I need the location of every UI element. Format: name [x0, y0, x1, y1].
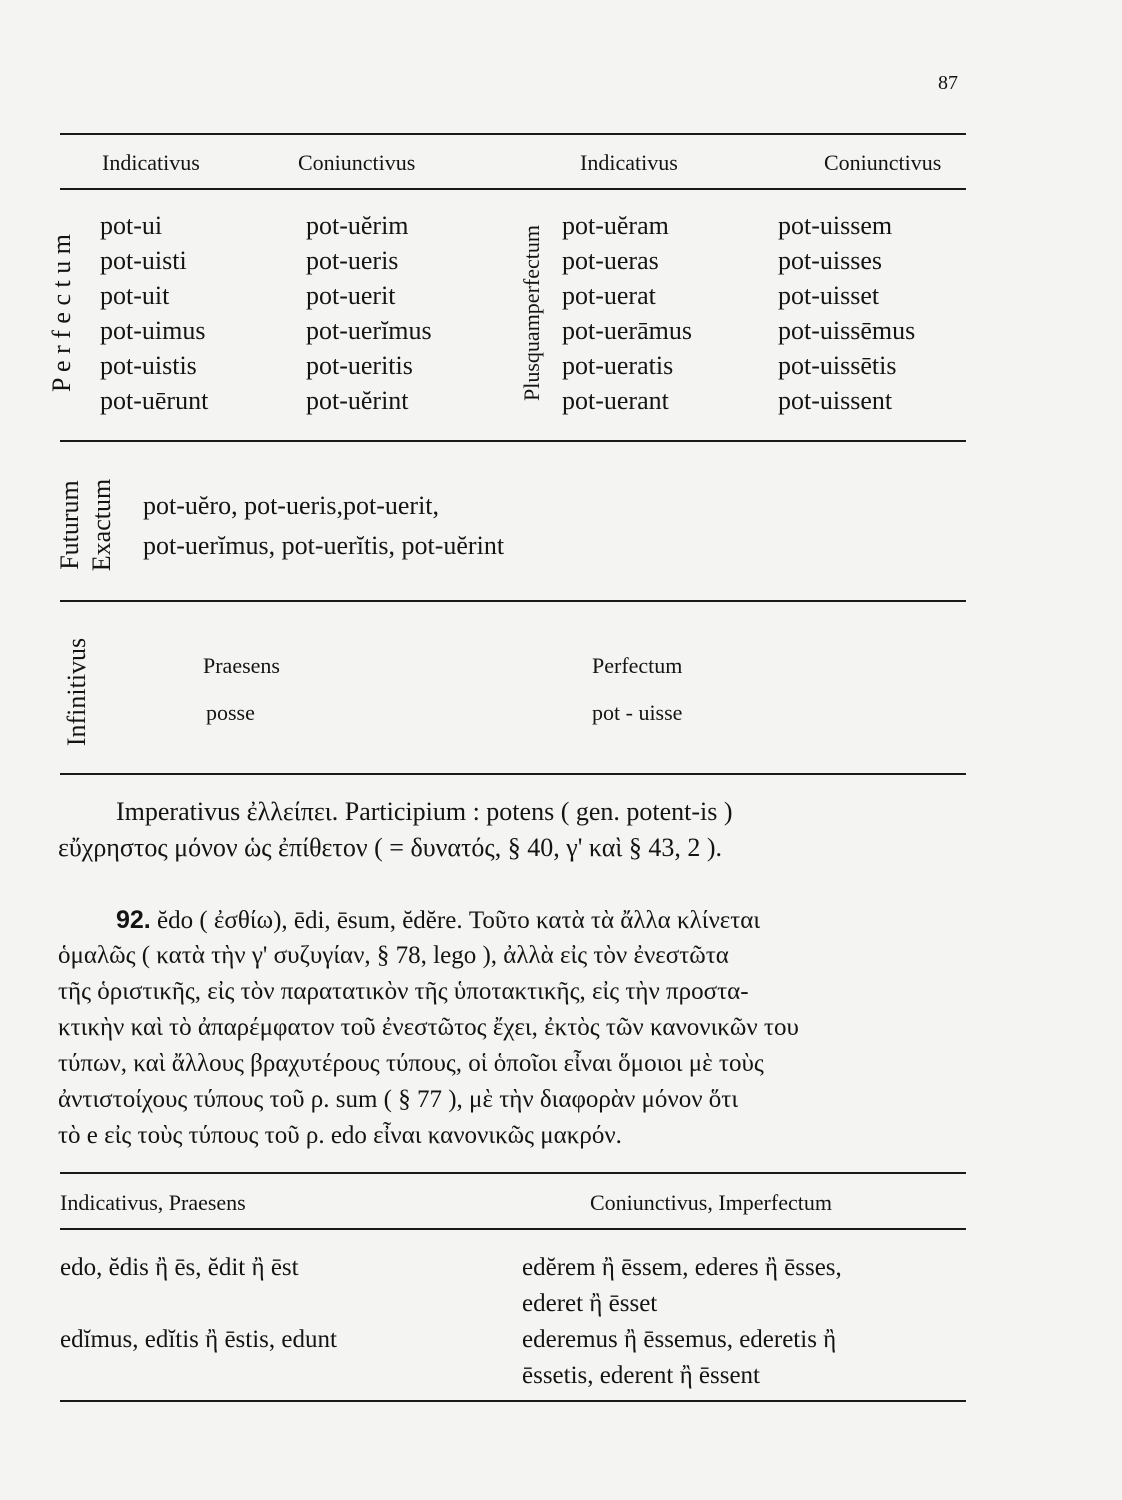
page-number: 87 — [938, 72, 958, 94]
table1-top-rule — [60, 133, 966, 135]
form-line: edo, ĕdis ἢ ēs, ĕdit ἢ ēst — [60, 1254, 299, 1281]
paragraph-line: τῆς ὁριστικῆς, εἰς τὸν παρατατικὸν τῆς ὑποτακτικῆς, εἰς τὴν προστα- — [58, 978, 749, 1005]
infinitivus-label: Infinitivus — [62, 637, 91, 747]
exactum-label: Exactum — [87, 478, 116, 572]
form-cell: pot-uerĭmus — [306, 316, 432, 345]
form-cell: pot-uĕrim — [306, 211, 409, 240]
form-cell: pot-ueritis — [306, 351, 413, 380]
form-cell: pot-uerat — [562, 281, 656, 310]
header-plusq-coniunctivus: Coniunctivus — [824, 150, 942, 175]
section-first-line — [58, 902, 970, 938]
form-cell: pot-uisset — [778, 281, 880, 310]
paragraph-line: ὁμαλῶς ( κατὰ τὴν γ' συζυγίαν, § 78, lego ), ἀλλὰ εἰς τὸν ἐνεστῶτα — [58, 942, 729, 969]
futurum-line: pot-uerĭmus, pot-uerĭtis, pot-uĕrint — [143, 531, 505, 560]
paragraph-line: τὸ e εἰς τοὺς τύπους τοῦ ρ. edo εἶναι κανονικῶς μακρόν. — [58, 1122, 622, 1149]
paragraph-line: Imperativus ἐλλείπει. Participium : potens ( gen. potent-is ) — [116, 797, 733, 826]
form-line: edĕrem ἢ ēssem, ederes ἢ ēsses, — [522, 1254, 842, 1281]
form-line: ederemus ἢ ēssemus, ederetis ἢ — [522, 1326, 837, 1353]
section-92 — [58, 902, 970, 1154]
header-coniunctivus-imperfectum: Coniunctivus, Imperfectum — [590, 1190, 832, 1215]
paragraph-line: τύπων, καὶ ἄλλους βραχυτέρους τύπους, οἱ ὁποῖοι εἶναι ὅμοιοι μὲ τοὺς — [58, 1050, 764, 1077]
form-cell: pot-uerāmus — [562, 316, 692, 345]
paragraph-line: ἀντιστοίχους τύπους τοῦ ρ. sum ( § 77 ), μὲ τὴν διαφορὰν μόνον ὅτι — [58, 1086, 739, 1113]
futurum-label: Futurum — [55, 480, 84, 570]
perfectum-coniunctivus-column — [306, 208, 432, 418]
perfectum-label: P e r f e c t u m — [47, 234, 76, 392]
section-number: 92. — [116, 906, 151, 934]
form-cell: pot-uĕram — [562, 211, 669, 240]
edo-indicativus-forms — [60, 1250, 337, 1358]
section-first-text: ĕdo ( ἐσθίω), ēdi, ēsum, ĕdĕre. Τοῦτο κατὰ τὰ ἄλλα κλίνεται — [157, 907, 761, 934]
table2-header-rule — [60, 1228, 966, 1230]
header-perf-indicativus: Indicativus — [102, 150, 200, 175]
form-cell: pot-uissent — [778, 386, 893, 415]
perfectum-bottom-rule — [60, 440, 966, 442]
paragraph-line: εὔχρηστος μόνον ὡς ἐπίθετον ( = δυνατός, § 40, γ' καὶ § 43, 2 ). — [58, 833, 723, 862]
form-cell: pot-uissēmus — [778, 316, 916, 345]
table1-bottom-rule — [60, 773, 966, 775]
perfectum-inf-label: Perfectum — [592, 653, 683, 678]
table2-top-rule — [60, 1172, 966, 1174]
praesens-label: Praesens — [203, 653, 280, 678]
form-cell: pot-uisses — [778, 246, 882, 275]
form-cell: pot-uerit — [306, 281, 396, 310]
form-cell: pot-uērunt — [100, 386, 209, 415]
paragraph-line: κτικὴν καὶ τὸ ἀπαρέμφατον τοῦ ἐνεστῶτος ἔχει, ἐκτὸς τῶν κανονικῶν του — [58, 1014, 799, 1041]
plusquamperfectum-label: Plusquamperfectum — [519, 225, 544, 401]
form-cell: pot-uerant — [562, 386, 669, 415]
form-cell: pot-ui — [100, 211, 163, 240]
form-cell: pot-uissētis — [778, 351, 897, 380]
header-plusq-indicativus: Indicativus — [580, 150, 678, 175]
perfectum-indicativus-column — [100, 208, 208, 418]
form-cell: pot-ueris — [306, 246, 399, 275]
plusq-coniunctivus-column — [778, 208, 915, 418]
form-cell: pot-uisti — [100, 246, 187, 275]
form-line: ederet ἢ ēsset — [522, 1290, 658, 1317]
table2-bottom-rule — [60, 1400, 966, 1402]
form-cell: pot-uistis — [100, 351, 197, 380]
form-cell: pot-uĕrint — [306, 386, 409, 415]
imperativus-paragraph — [58, 794, 970, 866]
form-line: edĭmus, edĭtis ἢ ēstis, edunt — [60, 1326, 337, 1353]
perfectum-inf-value: pot - uisse — [592, 700, 683, 725]
table1-header-rule — [60, 188, 966, 190]
spacer — [60, 1286, 337, 1322]
form-cell: pot-uissem — [778, 211, 893, 240]
form-cell: pot-ueratis — [562, 351, 674, 380]
header-indicativus-praesens: Indicativus, Praesens — [60, 1190, 246, 1215]
plusq-indicativus-column — [562, 208, 692, 418]
praesens-value: posse — [206, 700, 255, 725]
edo-coniunctivus-forms — [522, 1250, 842, 1394]
form-cell: pot-ueras — [562, 246, 659, 275]
form-cell: pot-uimus — [100, 316, 206, 345]
form-cell: pot-uit — [100, 281, 170, 310]
header-perf-coniunctivus: Coniunctivus — [298, 150, 416, 175]
form-line: ēssetis, ederent ἢ ēssent — [522, 1362, 761, 1389]
futurum-bottom-rule — [60, 600, 966, 602]
futurum-forms — [143, 486, 504, 566]
futurum-line: pot-uĕro, pot-ueris,pot-uerit, — [143, 491, 440, 520]
